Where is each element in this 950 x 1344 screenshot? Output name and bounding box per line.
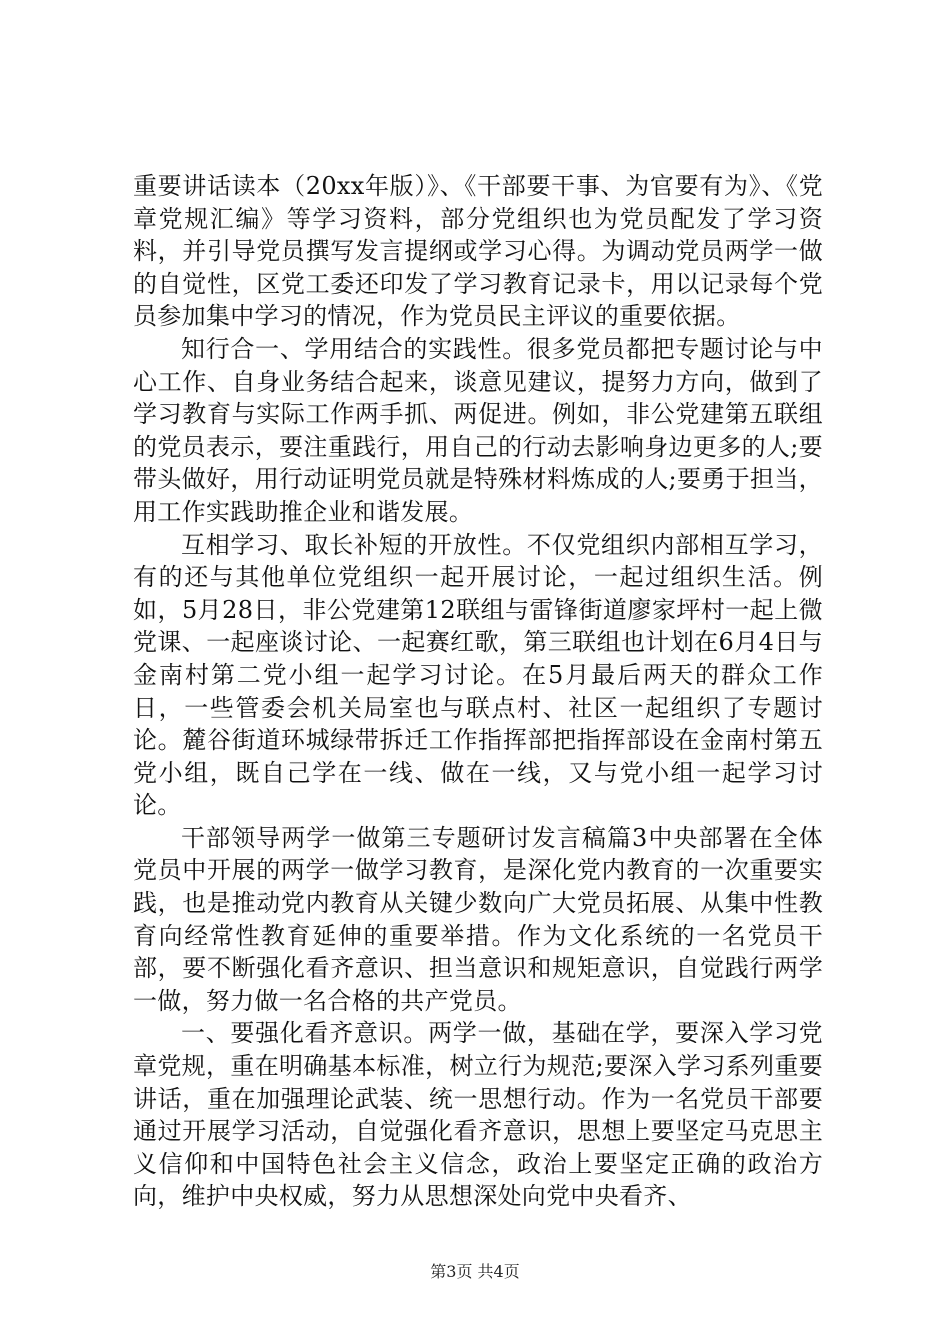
page-number-footer: 第3页 共4页 xyxy=(430,1262,520,1281)
paragraph-study-materials: 重要讲话读本（20xx年版）》、《干部要干事、为官要有为》、《党章党规汇编》等学习资料，部分党组织也为党员配发了学习资料，并引导党员撰写发言提纲或学习心得。为调动党员两学一做的自觉性，区党工委还印发了学习教育记录卡，用以记录每个党员参加集中学习的情况，作为党员民主评议的重要依据。 xyxy=(133,172,823,331)
document-body xyxy=(133,170,823,1213)
paragraph-speech-intro: 干部领导两学一做第三专题研讨发言稿篇3中央部署在全体党员中开展的两学一做学习教育，是深化党内教育的一次重要实践，也是推动党内教育从关键少数向广大党员拓展、从集中性教育向经常性教育延伸的重要举措。作为文化系统的一名党员干部，要不断强化看齐意识、担当意识和规矩意识，自觉践行两学一做，努力做一名合格的共产党员。 xyxy=(133,823,823,1015)
paragraph-alignment-awareness: 一、要强化看齐意识。两学一做，基础在学，要深入学习党章党规，重在明确基本标准，树立行为规范;要深入学习系列重要讲话，重在加强理论武装、统一思想行动。作为一名党员干部要通过开展学习活动，自觉强化看齐意识，思想上要坚定马克思主义信仰和中国特色社会主义信念，政治上要坚定正确的政治方向，维护中央权威，努力从思想深处向党中央看齐、 xyxy=(133,1019,823,1211)
paragraph-openness: 互相学习、取长补短的开放性。不仅党组织内部相互学习，有的还与其他单位党组织一起开展讨论，一起过组织生活。例如，5月28日，非公党建第12联组与雷锋街道廖家坪村一起上微党课、一起座谈讨论、一起赛红歌，第三联组也计划在6月4日与金南村第二党小组一起学习讨论。在5月最后两天的群众工作日，一些管委会机关局室也与联点村、社区一起组织了专题讨论。麓谷街道环城绿带拆迁工作指挥部把指挥部设在金南村第五党小组，既自己学在一线、做在一线，又与党小组一起学习讨论。 xyxy=(133,530,823,820)
paragraph-practice: 知行合一、学用结合的实践性。很多党员都把专题讨论与中心工作、自身业务结合起来，谈意见建议，提努力方向，做到了学习教育与实际工作两手抓、两促进。例如，非公党建第五联组的党员表示，要注重践行，用自己的行动去影响身边更多的人;要带头做好，用行动证明党员就是特殊材料炼成的人;要勇于担当，用工作实践助推企业和谐发展。 xyxy=(133,334,823,526)
